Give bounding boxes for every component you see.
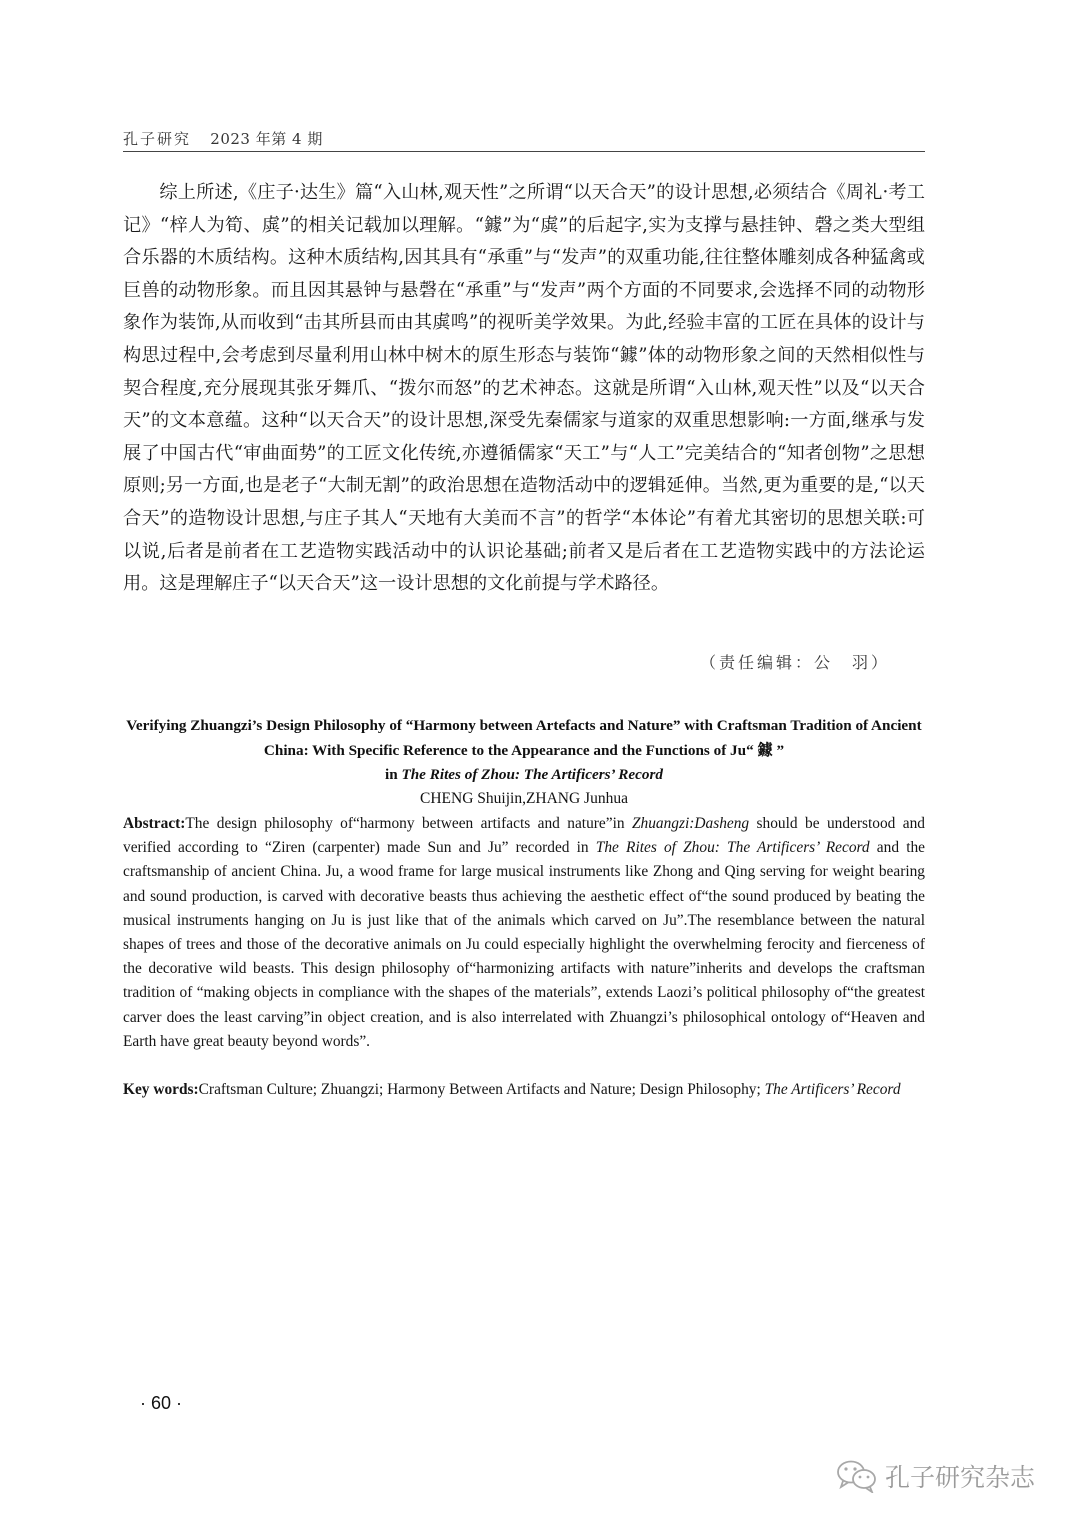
abstract-label: Abstract: (123, 815, 186, 832)
keywords-italic: The Artificers’ Record (764, 1081, 901, 1098)
page-number: · 60 · (140, 1393, 183, 1413)
journal-name: 孔子研究 (123, 130, 192, 148)
keywords (123, 1078, 925, 1102)
title-italic-source: The Rites of Zhou: The Artificers’ Record (401, 766, 663, 783)
issue-label: 2023 年第 4 期 (210, 130, 323, 148)
header-rule (123, 151, 925, 152)
authors: CHENG Shuijin,ZHANG Junhua (420, 790, 628, 807)
title-in: in (384, 766, 402, 783)
wechat-icon (835, 1459, 879, 1493)
watermark-text: 孔子研究杂志 (885, 1463, 1036, 1492)
abstract-text-2: should be understood and verified according to “Ziren (carpenter) made Sun and Ju” recorded in (123, 815, 925, 857)
editor-note: （责任编辑：公 羽） (700, 653, 891, 672)
english-title (123, 714, 925, 788)
abstract-italic-1: Zhuangzi:Dasheng (631, 815, 750, 832)
abstract (123, 812, 925, 1054)
keywords-label: Key words: (123, 1081, 199, 1098)
abstract-text-3: and the craftsmanship of ancient China. Ju, a wood frame for large musical instruments like Zhong and Qing serving for weight bearing and sound production, is carved with decorative beasts thus achieving the aesthetic effect of“the sound produced by beating the musical instruments hanging on Ju is just like that of the animals which carved on Ju”.The resemblance between the natural shapes of trees and those of the decorative animals on Ju could especially highlight the overwhelming ferocity and fierceness of the decorative wild beasts. This design philosophy of“harmonizing artifacts with nature”inherits and develops the craftsman tradition of “making objects in compliance with the shapes of the materials”, extends Laozi’s political philosophy of“the greatest carver does the least carving”in object creation, and is also interrelated with Zhuangzi’s philosophical ontology of“Heaven and Earth have great beauty beyond words”. (123, 839, 925, 1050)
keywords-plain: Craftsman Culture; Zhuangzi; Harmony Between Artifacts and Nature; Design Philosophy; (198, 1081, 765, 1098)
abstract-text-1: The design philosophy of“harmony between artifacts and nature”in (185, 815, 632, 832)
running-head (123, 128, 925, 149)
english-title-main: Verifying Zhuangzi’s Design Philosophy of “Harmony between Artefacts and Nature” with Craftsman Tradition of Ancient China: With Specific Reference to the Appearance and the Functions of Ju“ 鐻 ” (126, 717, 922, 759)
english-title-sub (123, 763, 925, 788)
watermark (835, 1458, 1035, 1494)
abstract-italic-2: The Rites of Zhou: The Artificers’ Record (595, 839, 870, 857)
chinese-body-paragraph: 综上所述,《庄子·达生》篇“入山林,观天性”之所谓“以天合天”的设计思想,必须结合《周礼·考工记》“梓人为筍、虡”的相关记载加以理解。“鐻”为“虡”的后起字,实为支撑与悬挂钟、磬之类大型组合乐器的木质结构。这种木质结构,因其具有“承重”与“发声”的双重功能,往往整体雕刻成各种猛禽或巨兽的动物形象。而且因其悬钟与悬磬在“承重”与“发声”两个方面的不同要求,会选择不同的动物形象作为装饰,从而收到“击其所县而由其虡鸣”的视听美学效果。为此,经验丰富的工匠在具体的设计与构思过程中,会考虑到尽量利用山林中树木的原生形态与装饰“鐻”体的动物形象之间的天然相似性与契合程度,充分展现其张牙舞爪、“拨尔而怒”的艺术神态。这就是所谓“入山林,观天性”以及“以天合天”的文本意蕴。这种“以天合天”的设计思想,深受先秦儒家与道家的双重思想影响:一方面,继承与发展了中国古代“审曲面势”的工匠文化传统,亦遵循儒家“天工”与“人工”完美结合的“知者创物”之思想原则;另一方面,也是老子“大制无割”的政治思想在造物活动中的逻辑延伸。当然,更为重要的是,“以天合天”的造物设计思想,与庄子其人“天地有大美而不言”的哲学“本体论”有着尤其密切的思想关联:可以说,后者是前者在工艺造物实践活动中的认识论基础;前者又是后者在工艺造物实践中的方法论运用。这是理解庄子“以天合天”这一设计思想的文化前提与学术路径。 (123, 182, 925, 595)
